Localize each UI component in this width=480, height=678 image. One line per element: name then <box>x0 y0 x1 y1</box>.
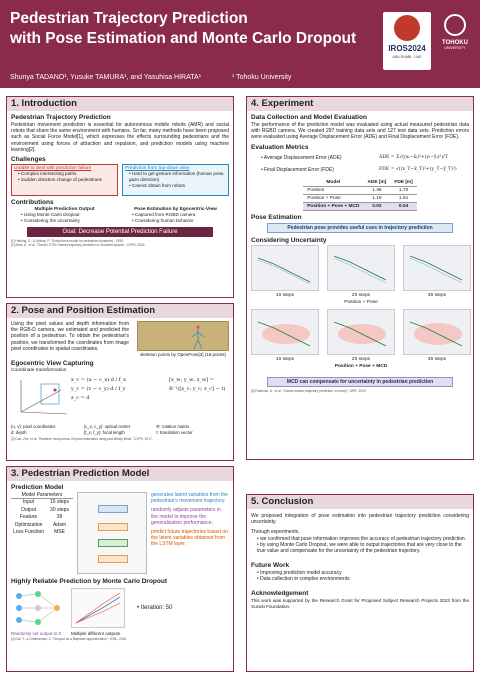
table-row: Position 1.46 1.70 <box>303 186 417 194</box>
model-parameters: Model Parameters Input 15 steps Output 30 steps Feature 39 Optimization Adam Loss Function MSE <box>11 492 73 574</box>
network-diagram <box>77 492 147 574</box>
university-logo: TOHOKU UNIVERSITY <box>433 14 477 50</box>
authors: Shunya TADANO¹, Yusuke TAMURA¹, and Yasuhisa HIRATA¹ <box>10 74 202 81</box>
skeleton-points-icon <box>138 322 230 352</box>
trajectory-samples-icon <box>72 589 126 629</box>
skeleton-image <box>137 321 229 351</box>
plot-pose-20 <box>327 245 395 291</box>
contribution-left: Multiple Prediction Output • Using Monte Carlo Dropout • Considering the uncertainty <box>11 207 118 224</box>
section-heading: 5. Conclusion <box>247 495 473 509</box>
neural-network-icon <box>11 586 65 630</box>
plot-pose-10 <box>251 245 319 291</box>
plot-mcd-20 <box>327 309 395 355</box>
plot-mcd-10 <box>251 309 319 355</box>
challenge-right-box: Prediction from top-down view • Hard to get gesture information (human pose, gaze direction) • Cannot obtain from robots <box>122 164 229 196</box>
contribution-right: Pose Estimation by Egocentric-View • Captured from RGBD camera • Considering human behavior <box>122 207 229 224</box>
pose-finding-banner: Pedestrian pose provides useful cues in trajectory prediction <box>267 223 453 233</box>
uncertainty-plots: 10 steps 20 steps 30 steps Position + Pose 10 steps 20 steps 30 steps Position + Pose + MCD <box>251 245 469 375</box>
poster-title: Pedestrian Trajectory Prediction with Pose Estimation and Monte Carlo Dropout <box>10 10 357 47</box>
plot-pose-30 <box>403 245 471 291</box>
plot-mcd-30 <box>403 309 471 355</box>
section-heading: 3. Pedestrian Prediction Model <box>7 467 233 481</box>
section-heading: 1. Introduction <box>7 97 233 111</box>
dropout-network-diagram <box>11 586 65 630</box>
section-introduction: 1. Introduction Pedestrian Trajectory Prediction Pedestrian movement prediction is essential for autonomous mobile robots (AMR) and social robots that share the same environment with humans. So far, many methods have been proposed such as Social Force Model[1], which expresses the effects surrounding pedestrians and the environment using forces of attraction and repulsion, and prediction models using machine learning[2]. Challenges Unable to deal with prediction failure • Complex intersecting paths • Sudden direction change of pedestrians Prediction from top-down view • Hard to get gesture information (human pose, gaze direction) • Cannot obtain from robots Contributions Multiple Prediction Output • Using Monte Carlo Dropout • Considering the uncertainty Pose Estimation by Egocentric-View • Captured from RGBD camera • Considering human behavior Goal: Decrease Potential Prediction Failure [1] Helbing, D., & Molnar, P. "Social force model for pedestrian dynamics", 1995. [2] Alahi, A., et al. "Social LSTM: Human trajectory prediction in crowded spaces", CVPR, 2016. <box>6 96 234 298</box>
section-experiment: 4. Experiment Data Collection and Model Evaluation The performance of the prediction model was evaluated using actual measured pedestrian data with RGBD camera. We created 297 training data sets and 127 test data sets. Prediction errors were evaluated using Average Displacement Error (ADE) and Final Displacement Error (FDE). Evaluation Metrics • Average Displacement Error (ADE) • Final Displacement Error (FDE) ADE = Σ√((xₜ−x̂ₜ)²+(yₜ−ŷₜ)²)/T FDE = √((x_T−x̂_T)²+(y_T−ŷ_T)²) Model ADE [m] FDE [m] Position 1.46 1.70 Position + Pose 1.19 1.61 Position + Pose + MCD 0.02 0.04 Pose Estimation Pedestrian pose provides useful cues in trajectory prediction Considering Uncertainty 10 steps 20 steps 30 steps Position + Pose 10 steps 20 steps 30 steps Position + Pose + MCD MCD can compensate for uncertainty in pedestrian prediction [5] Rudenko, A., et al. "Human motion trajectory prediction: a survey", IJRR, 2020. <box>246 96 474 460</box>
goal-banner: Goal: Decrease Potential Prediction Failure <box>27 227 213 237</box>
table-row: Position + Pose 1.19 1.61 <box>303 194 417 202</box>
conference-logo: IROS2024 ABU DHABI · UAE <box>383 12 431 70</box>
section-prediction-model: 3. Pedestrian Prediction Model Prediction Model Model Parameters Input 15 steps Output 30 steps Feature 39 Optimization Adam Loss Function MSE generates latent variables from the pedestrian's movement trajectory. randomly adjusts parameters in the model to improve the generalization performance. predict future trajectories based on the latent variables obtained from the LSTM layer. Highly Reliable Prediction by Monte Carlo Dropout • Iteration: 50 Randomly set output to 0 Multiple different outputs [4] Gal, Y., & Ghahramani, Z. "Dropout as a Bayesian approximation", ICML, 2016. <box>6 466 234 672</box>
section-heading: 4. Experiment <box>247 97 473 111</box>
multiple-outputs-plot <box>71 588 125 628</box>
table-row: Position + Pose + MCD 0.02 0.04 <box>303 202 417 210</box>
section-heading: 2. Pose and Position Estimation <box>7 304 233 318</box>
challenge-left-box: Unable to deal with prediction failure • Complex intersecting paths • Sudden direction change of pedestrians <box>11 164 118 196</box>
section-conclusion: 5. Conclusion We proposed integration of pose estimation into pedestrian trajectory prediction considering uncertainty. Through experiments, • we confirmed that pose information improves the accuracy of pedestrian trajectory prediction. • by using Monte Carlo Dropout, we were able to output trajectories that are very close to the true value and compensate for the uncertainty of the pedestrian trajectory. Future Work • Improving prediction model accuracy • Data collection in complex environments Acknowledgement This work was supported by the Research Grant for Proposed Subject Research Projects 2022 from the Suzuki Foundation. <box>246 494 474 672</box>
camera-frame-icon <box>11 376 71 422</box>
conference-logo-icon <box>394 15 420 41</box>
section-pose-position: 2. Pose and Position Estimation Using the pixel values and depth information from the RGB-D camera, we estimated and predicted the position of a pedestrian. To obtain the pedestrian's position, we transformed the coordinates from image pixel coordinates to spatial coordinates. skeleton points by OpenPose[3] (18 points) Egocentric View Capturing Coordinate transformation x_c = (u − c_x)·d / f_x y_c = (v − c_y)·d / f_y z_c = d [x_w; y_w; z_w] = R⁻¹([x_c; y_c; z_c] − t) (u, v): pixel coordinates (c_x, c_y): optical center R: rotation matrix d: depth (f_x, f_y): focal length t: translation vector [3] Cao, Zhe, et al. "Realtime multi-person 2d pose estimation using part affinity fields." CVPR, 2017. <box>6 303 234 461</box>
poster-header <box>0 0 480 88</box>
results-table: Model ADE [m] FDE [m] Position 1.46 1.70 Position + Pose 1.19 1.61 Position + Pose + MCD 0.02 0.04 <box>303 179 417 211</box>
university-seal-icon <box>444 14 466 36</box>
camera-diagram <box>11 376 71 422</box>
affiliation: ¹ Tohoku University <box>232 74 292 81</box>
uncertainty-finding-banner: MCD can compensate for uncertainty in pedestrian prediction <box>267 377 453 387</box>
